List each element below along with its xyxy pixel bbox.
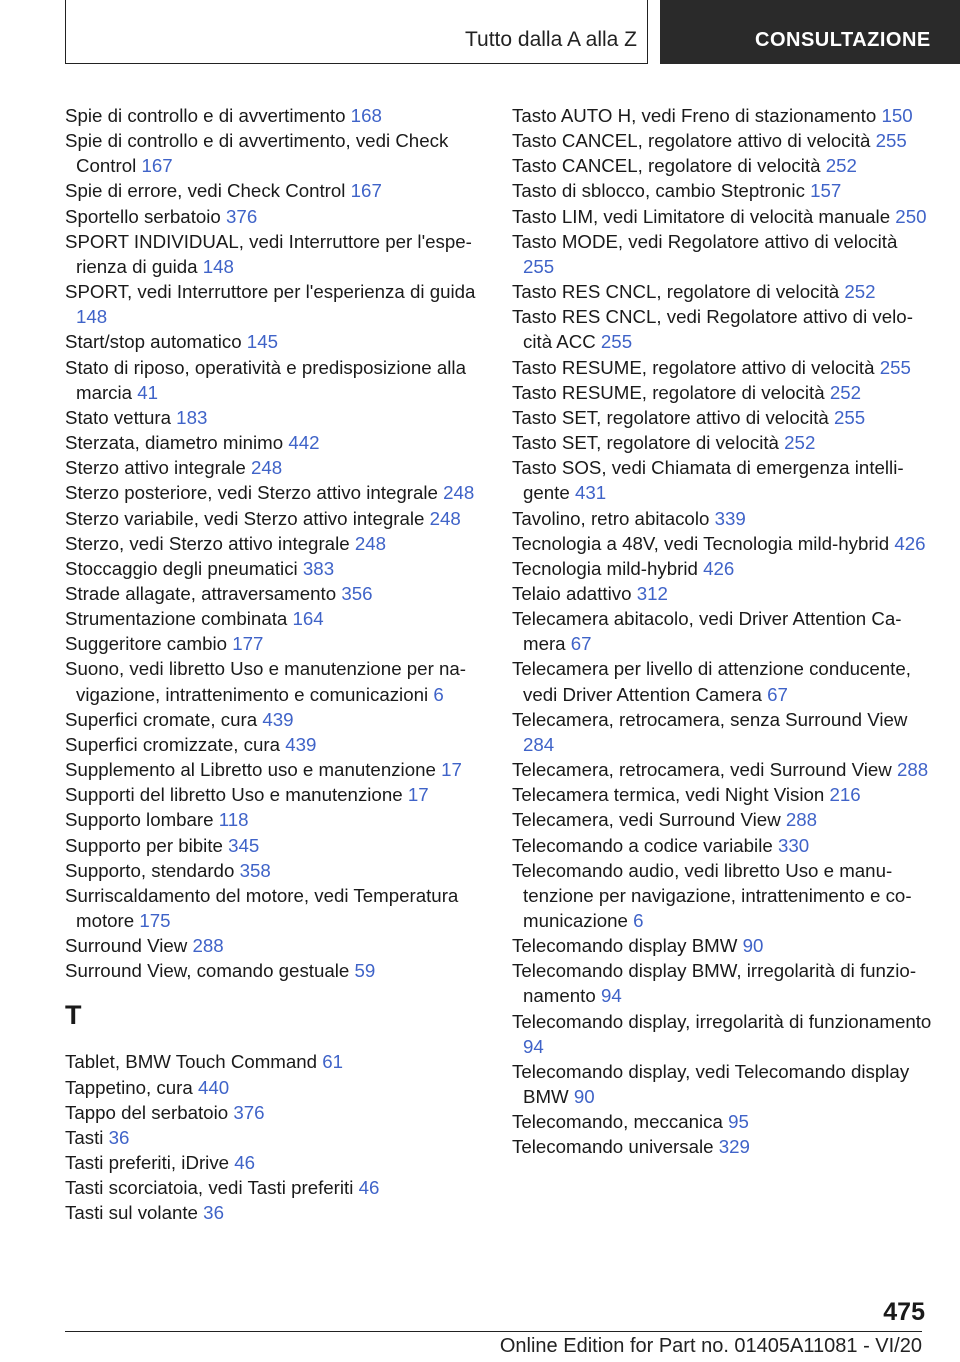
index-entry [65,329,485,354]
index-entry [65,430,485,455]
index-entry-term: Sterzo, vedi Sterzo attivo integrale [65,532,350,554]
index-entry [65,128,485,178]
header-section-title: Tutto dalla A alla Z [465,28,637,51]
index-entry-page-link[interactable]: 252 [784,432,816,454]
index-entry-term: Supporti del libretto Uso e manutenzione [65,784,403,806]
index-list-right [512,103,932,1160]
index-entry-term: Strumentazione combinata [65,608,288,630]
index-entry [512,581,932,606]
index-entry-term: Suggeritore cambio [65,633,228,655]
index-entry [512,1134,932,1159]
index-entry [512,279,932,304]
index-entry [512,153,932,178]
index-entry-page-link[interactable]: 41 [137,381,159,403]
index-entry-term: Telecomando display, vedi Telecomando display BMW [512,1060,910,1108]
index-entry-term: Telecomando universale [512,1136,714,1158]
index-entry-page-link[interactable]: 255 [834,406,866,428]
index-entry [65,833,485,858]
index-entry-term: Suono, vedi libretto Uso e manutenzione per navigazione, intrattenimento e comunicazioni [65,658,466,705]
index-column-left [65,103,485,1226]
index-entry-page-link[interactable]: 183 [176,406,208,428]
index-entry-term: Tasto AUTO H, vedi Freno di stazionamento [512,105,877,126]
index-entry-page-link[interactable]: 216 [829,784,861,806]
index-entry [65,1100,485,1125]
index-entry-term: Telecamera, vedi Surround View [512,809,781,831]
index-entry-page-link[interactable]: 288 [192,935,224,957]
index-entry-term: Tasto RESUME, regolatore di velocità [512,381,825,403]
index-entry-page-link[interactable]: 6 [633,910,644,931]
index-entry-term: Strade allagate, attraversamento [65,582,337,604]
index-entry-page-link[interactable]: 167 [141,155,173,177]
index-entry [512,556,932,581]
index-entry-page-link[interactable]: 177 [232,633,264,655]
index-entry-term: Superfici cromate, cura [65,708,258,730]
index-entry [65,782,485,807]
index-entry-term: Start/stop automatico [65,331,242,353]
index-entry [65,480,485,505]
index-entry-page-link[interactable]: 358 [239,859,271,881]
index-entry [512,178,932,203]
index-entry-term: Stato vettura [65,406,171,428]
index-entry-term: Telecamera termica, vedi Night Vision [512,784,825,806]
index-entry-term: Supporto lombare [65,809,214,831]
index-entry [512,380,932,405]
index-entry [65,933,485,958]
index-entry [65,1075,485,1100]
index-entry-term: Sterzo variabile, vedi Sterzo attivo integrale [65,507,425,529]
index-entry-page-link[interactable]: 148 [76,306,108,328]
index-entry-term: Tappo del serbatoio [65,1101,229,1123]
index-entry-term: Superfici cromizzate, cura [65,733,280,755]
index-entry [65,204,485,229]
index-entry-term: Spie di errore, vedi Check Control [65,180,346,202]
index-entry [512,707,932,757]
index-entry-page-link[interactable]: 90 [742,935,764,957]
index-entry-page-link[interactable]: 284 [523,733,555,755]
index-entry [65,506,485,531]
index-entry-term: Tasto CANCEL, regolatore di velocità [512,155,821,177]
index-entry-page-link[interactable]: 255 [875,130,907,152]
index-entry-page-link[interactable]: 46 [234,1152,256,1174]
index-entry-page-link[interactable]: 383 [302,557,335,579]
index-entry-page-link[interactable]: 376 [226,205,258,227]
index-entry-page-link[interactable]: 288 [897,759,929,781]
index-entry [65,707,485,732]
index-entry [512,506,932,531]
index-entry [512,405,932,430]
index-entry-page-link[interactable]: 312 [636,582,668,604]
index-entry [512,757,932,782]
index-entry-page-link[interactable]: 17 [441,759,462,781]
index-entry [65,1125,485,1150]
index-entry-page-link[interactable]: 6 [433,683,444,705]
index-entry-term: Tasto SET, regolatore attivo di velocità [512,406,829,428]
index-entry-page-link[interactable]: 248 [250,457,283,479]
index-entry-term: Tecnologia a 48V, vedi Tecnologia mild-hybrid [512,532,890,554]
index-entry [65,883,485,933]
index-entry-page-link[interactable]: 329 [718,1136,750,1158]
index-entry-page-link[interactable]: 345 [228,834,260,856]
index-entry [512,807,932,832]
index-entry-page-link[interactable]: 157 [810,180,842,202]
index-entry [512,958,932,1008]
index-entry-term: Spie di controllo e di avvertimento, vedi Check Control [65,130,449,177]
index-entry-page-link[interactable]: 252 [844,281,876,303]
index-entry [65,581,485,606]
index-entry-page-link[interactable]: 67 [570,633,592,655]
index-entry-term: Tasto LIM, vedi Limitatore di velocità manuale [512,205,891,227]
index-entry [512,833,932,858]
index-entry [512,1059,932,1109]
index-entry-page-link[interactable]: 330 [777,834,810,856]
index-entry-term: Tasto RES CNCL, vedi Regolatore attivo di velocità ACC [512,306,913,353]
index-entry-term: Telecamera per livello di attenzione conducente, vedi Driver Attention Camera [512,658,911,705]
index-entry-term: Telecomando display, irregolarità di funzionamento [512,1010,932,1032]
index-entry [65,1150,485,1175]
header-chapter-label: CONSULTAZIONE [755,29,931,51]
index-entry [512,1109,932,1134]
index-entry-term: Supporto per bibite [65,834,223,856]
index-entry-page-link[interactable]: 36 [108,1126,130,1148]
index-entry-term: Telecamera, retrocamera, senza Surround View [512,708,908,730]
index-entry [65,656,485,706]
index-entry-term: Telecamera abitacolo, vedi Driver Attention Camera [512,608,902,655]
index-entry-page-link[interactable]: 431 [574,482,607,504]
index-entry [65,178,485,203]
index-entry-term: Tasto MODE, vedi Regolatore attivo di velocità [512,230,898,252]
index-entry-page-link[interactable]: 255 [523,255,555,277]
index-entry [512,858,932,933]
index-entry-term: Sportello serbatoio [65,205,221,227]
index-entry-term: Tasto RESUME, regolatore attivo di velocità [512,356,875,378]
index-entry-term: Tasto SOS, vedi Chiamata di emergenza intelligente [512,457,904,504]
index-entry-page-link[interactable]: 46 [358,1177,380,1199]
index-entry [512,933,932,958]
index-entry-term: Tecnologia mild-hybrid [512,557,698,579]
index-entry-page-link[interactable]: 94 [600,985,622,1007]
index-entry-page-link[interactable]: 150 [881,105,913,126]
index-entry [512,531,932,556]
index-entry [512,656,932,706]
index-entry-page-link[interactable]: 255 [600,331,633,353]
header-section-box [65,0,648,64]
index-entry-page-link[interactable]: 250 [895,205,927,227]
index-entry [512,355,932,380]
index-entry-page-link[interactable]: 17 [407,784,429,806]
index-entry-term: Stato di riposo, operatività e predisposizione alla marcia [65,356,466,403]
index-entry-page-link[interactable]: 356 [341,582,373,604]
index-entry-term: Tasti scorciatoia, vedi Tasti preferiti [65,1177,354,1199]
index-list-left [65,103,485,983]
index-entry-page-link[interactable]: 252 [829,381,862,403]
index-entry [512,1009,932,1059]
index-entry-page-link[interactable]: 376 [233,1101,265,1123]
page-number: 475 [883,1298,925,1326]
index-entry-term: Tasto SET, regolatore di velocità [512,432,779,454]
index-entry-term: SPORT, vedi Interruttore per l'esperienza di guida [65,281,476,303]
index-entry-page-link[interactable]: 145 [246,331,278,353]
index-entry-term: Tasti sul volante [65,1202,198,1224]
footer-edition-text: Online Edition for Part no. 01405A11081 - VI/20 [499,1335,922,1357]
index-entry-page-link[interactable]: 164 [292,608,324,630]
index-entry [65,958,485,983]
index-entry-term: SPORT INDIVIDUAL, vedi Interruttore per l'esperienza di guida [65,230,472,277]
index-entry-term: Telecomando display BMW [512,935,738,957]
index-entry-term: Tasti [65,1126,104,1148]
index-entry [65,531,485,556]
index-column-right [512,103,932,1160]
index-entry-page-link[interactable]: 118 [218,809,249,831]
index-entry-term: Telaio adattivo [512,582,632,604]
index-entry [512,103,932,128]
index-entry-page-link[interactable]: 442 [288,432,320,454]
index-entry [65,631,485,656]
index-entry-page-link[interactable]: 59 [354,960,376,982]
footer-divider [65,1331,922,1332]
index-entry [512,304,932,354]
index-entry [65,355,485,405]
index-entry-page-link[interactable]: 148 [202,255,234,277]
index-entry-page-link[interactable]: 90 [573,1086,595,1108]
index-entry [65,1175,485,1200]
index-entry-term: Sterzo posteriore, vedi Sterzo attivo integrale [65,482,438,504]
index-entry-page-link[interactable]: 288 [785,809,818,831]
index-entry [65,1200,485,1225]
index-entry-term: Tasto CANCEL, regolatore attivo di velocità [512,130,871,152]
index-entry [65,556,485,581]
index-entry-term: Tasti preferiti, iDrive [65,1152,230,1174]
index-entry-term: Telecomando display BMW, irregolarità di funzionamento [512,960,917,1007]
index-entry-term: Supporto, stendardo [65,859,235,881]
index-entry-term: Stoccaggio degli pneumatici [65,557,298,579]
index-entry [65,858,485,883]
index-entry [65,1049,485,1074]
index-entry-page-link[interactable]: 252 [825,155,857,177]
index-entry-page-link[interactable]: 255 [879,356,911,378]
index-entry [512,430,932,455]
index-entry-page-link[interactable]: 426 [894,532,926,554]
index-entry-page-link[interactable]: 167 [350,180,382,202]
index-entry-term: Tappetino, cura [65,1076,193,1098]
index-entry-term: Surround View, comando gestuale [65,960,350,982]
index-entry [65,807,485,832]
index-entry [512,204,932,229]
index-entry-term: Tablet, BMW Touch Command [65,1051,318,1073]
index-entry-term: Tasto RES CNCL, regolatore di velocità [512,281,840,303]
index-entry-page-link[interactable]: 36 [203,1202,224,1224]
index-entry-page-link[interactable]: 440 [198,1076,230,1098]
index-entry-page-link[interactable]: 248 [354,532,387,554]
header-chapter-tab [660,0,960,64]
index-list-left-after [65,1049,485,1225]
index-entry-page-link[interactable]: 439 [285,733,317,755]
index-entry [65,279,485,329]
index-entry-term: Telecamera, retrocamera, vedi Surround View [512,759,892,781]
index-entry [65,455,485,480]
index-entry-page-link[interactable]: 95 [728,1111,749,1133]
index-entry-page-link[interactable]: 175 [139,910,171,931]
index-entry-term: Surround View [65,935,188,957]
index-entry [65,732,485,757]
index-entry [512,782,932,807]
index-entry-term: Spie di controllo e di avvertimento [65,105,346,126]
index-entry-term: Supplemento al Libretto uso e manutenzione [65,759,436,781]
index-entry-page-link[interactable]: 426 [703,557,735,579]
index-entry-page-link[interactable]: 94 [523,1035,544,1057]
index-entry-page-link[interactable]: 248 [443,482,475,504]
index-entry-page-link[interactable]: 439 [262,708,294,730]
index-entry-term: Telecomando, meccanica [512,1111,723,1133]
index-entry-term: Sterzata, diametro minimo [65,432,284,454]
index-entry-page-link[interactable]: 248 [429,507,461,529]
index-letter-heading: T [65,1000,82,1031]
index-entry [65,405,485,430]
index-entry-page-link[interactable]: 61 [322,1051,344,1073]
index-entry-term: Telecomando audio, vedi libretto Uso e manutenzione per navigazione, intrattenimento e comunicazione [512,859,912,931]
index-entry-term: Tasto di sblocco, cambio Steptronic [512,180,805,202]
index-entry-page-link[interactable]: 339 [714,507,746,529]
index-entry-term: Sterzo attivo integrale [65,457,246,479]
index-entry-page-link[interactable]: 67 [767,683,788,705]
index-entry [65,606,485,631]
index-entry [65,757,485,782]
index-entry-page-link[interactable]: 168 [350,105,382,126]
index-entry [512,128,932,153]
index-entry [512,606,932,656]
index-entry [512,455,932,505]
index-entry-term: Telecomando a codice variabile [512,834,773,856]
index-entry-term: Surriscaldamento del motore, vedi Temperatura motore [65,884,459,931]
index-entry [65,103,485,128]
index-entry-term: Tavolino, retro abitacolo [512,507,710,529]
index-entry [512,229,932,279]
index-entry [65,229,485,279]
